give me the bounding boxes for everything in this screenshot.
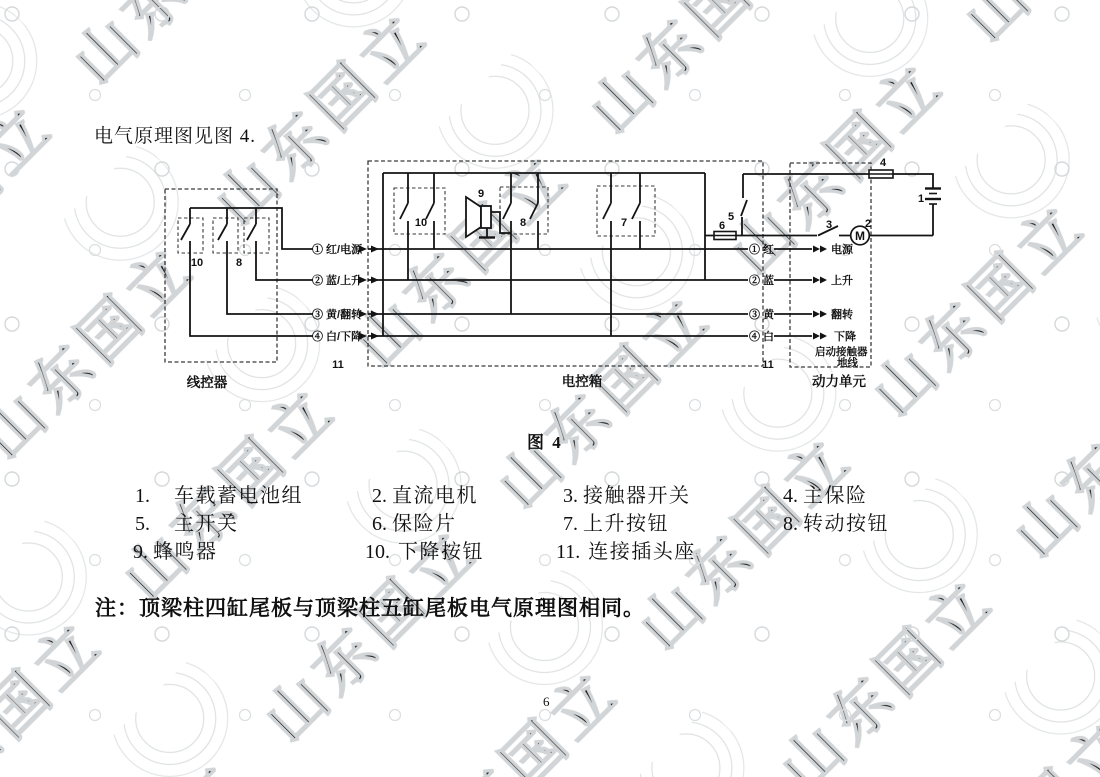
legend-num: 1. [135, 485, 150, 507]
legend-label: 上升按钮 [583, 513, 669, 535]
page-number: 6 [543, 694, 550, 709]
buzzer-symbol [466, 197, 495, 238]
legend-num: 7. [563, 513, 578, 535]
label-10-box: 10 [414, 217, 428, 229]
legend-num: 2. [372, 485, 387, 507]
legend-label: 蜂鸣器 [153, 541, 218, 563]
figure-caption: 图 4 [527, 433, 563, 452]
box-captions [187, 373, 867, 390]
legend-num: 6. [372, 513, 387, 535]
legend-item-10 [365, 535, 484, 564]
wire-label-yellow: ③ 黄 [749, 309, 775, 321]
power-unit-connector-lines [774, 249, 812, 336]
legend-num: 11. [556, 541, 581, 563]
legend-item-11 [556, 535, 696, 564]
intro-text: 电气原理图见图 4. [94, 126, 257, 147]
legend-item-2 [372, 479, 478, 508]
legend-label: 直流电机 [392, 485, 478, 507]
legend-num: 3. [563, 485, 578, 507]
label-3-contactor: 3 [825, 219, 833, 231]
label-1-battery: 1 [917, 193, 925, 205]
label-11-left: 11 [332, 359, 344, 371]
legend-item-3 [563, 479, 691, 508]
legend-label: 接触器开关 [583, 485, 691, 507]
label-8-box: 8 [519, 217, 527, 229]
label-7-box: 7 [620, 217, 628, 229]
caption-control-box: 电控箱 [561, 374, 603, 389]
plug-labels-right [749, 242, 868, 369]
label-9-buzzer: 9 [477, 188, 485, 200]
legend-label: 保险片 [392, 513, 457, 535]
battery-symbol [925, 189, 941, 205]
caption-remote-controller: 线控器 [186, 375, 228, 390]
legend-label: 车载蓄电池组 [174, 485, 303, 507]
legend-item-6 [372, 507, 457, 536]
legend-item-8 [783, 507, 889, 536]
label-11-right: 11 [762, 359, 774, 371]
legend-item-1 [135, 479, 303, 508]
legend-num: 4. [783, 485, 798, 507]
function-ground-line: 地线 [837, 357, 858, 369]
legend-num: 5. [135, 513, 150, 535]
function-turn: 翻转 [831, 309, 853, 321]
plug-labels-left [312, 242, 363, 343]
legend-label: 主开关 [174, 513, 239, 535]
legend-item-7 [563, 507, 669, 536]
caption-power-unit: 动力单元 [812, 374, 866, 389]
function-up: 上升 [831, 275, 853, 287]
legend-label: 主保险 [803, 485, 868, 507]
power-unit-wiring [743, 174, 933, 236]
legend-num: 8. [783, 513, 798, 535]
legend-label: 下降按钮 [398, 541, 484, 563]
legend-item-4 [783, 479, 868, 508]
wire-label-red-power: ① 红/电源 [312, 244, 363, 256]
label-5-switch: 5 [727, 211, 735, 223]
legend-item-5 [135, 507, 239, 536]
legend-item-9 [133, 535, 218, 564]
wire-label-yellow-turn: ③ 黄/翻转 [312, 309, 363, 321]
legend-num: 9. [133, 541, 148, 563]
label-2-motor: 2 [864, 218, 872, 230]
label-6-fuse: 6 [718, 220, 726, 232]
function-contactor-line: 启动接触器 [815, 346, 868, 358]
note-text: 注：顶梁柱四缸尾板与顶梁柱五缸尾板电气原理图相同。 [95, 597, 645, 620]
legend-label: 连接插头座 [588, 541, 696, 563]
wire-label-white: ④ 白 [749, 331, 775, 343]
label-4-fuse: 4 [879, 157, 887, 169]
function-power: 电源 [831, 244, 853, 256]
wire-label-red: ① 红 [749, 244, 775, 256]
remote-controller-wiring [181, 208, 313, 336]
label-10-remote: 10 [190, 257, 204, 269]
legend-label: 转动按钮 [803, 513, 889, 535]
label-8-remote: 8 [235, 257, 243, 269]
wire-label-white-down: ④ 白/下降 [312, 331, 363, 343]
wire-label-blue-up: ② 蓝/上升 [312, 275, 363, 287]
legend-num: 10. [365, 541, 390, 563]
arrow-icons [359, 246, 827, 340]
function-down: 下降 [834, 331, 856, 343]
wire-label-blue: ② 蓝 [749, 275, 775, 287]
motor-m-label: M [855, 229, 865, 243]
